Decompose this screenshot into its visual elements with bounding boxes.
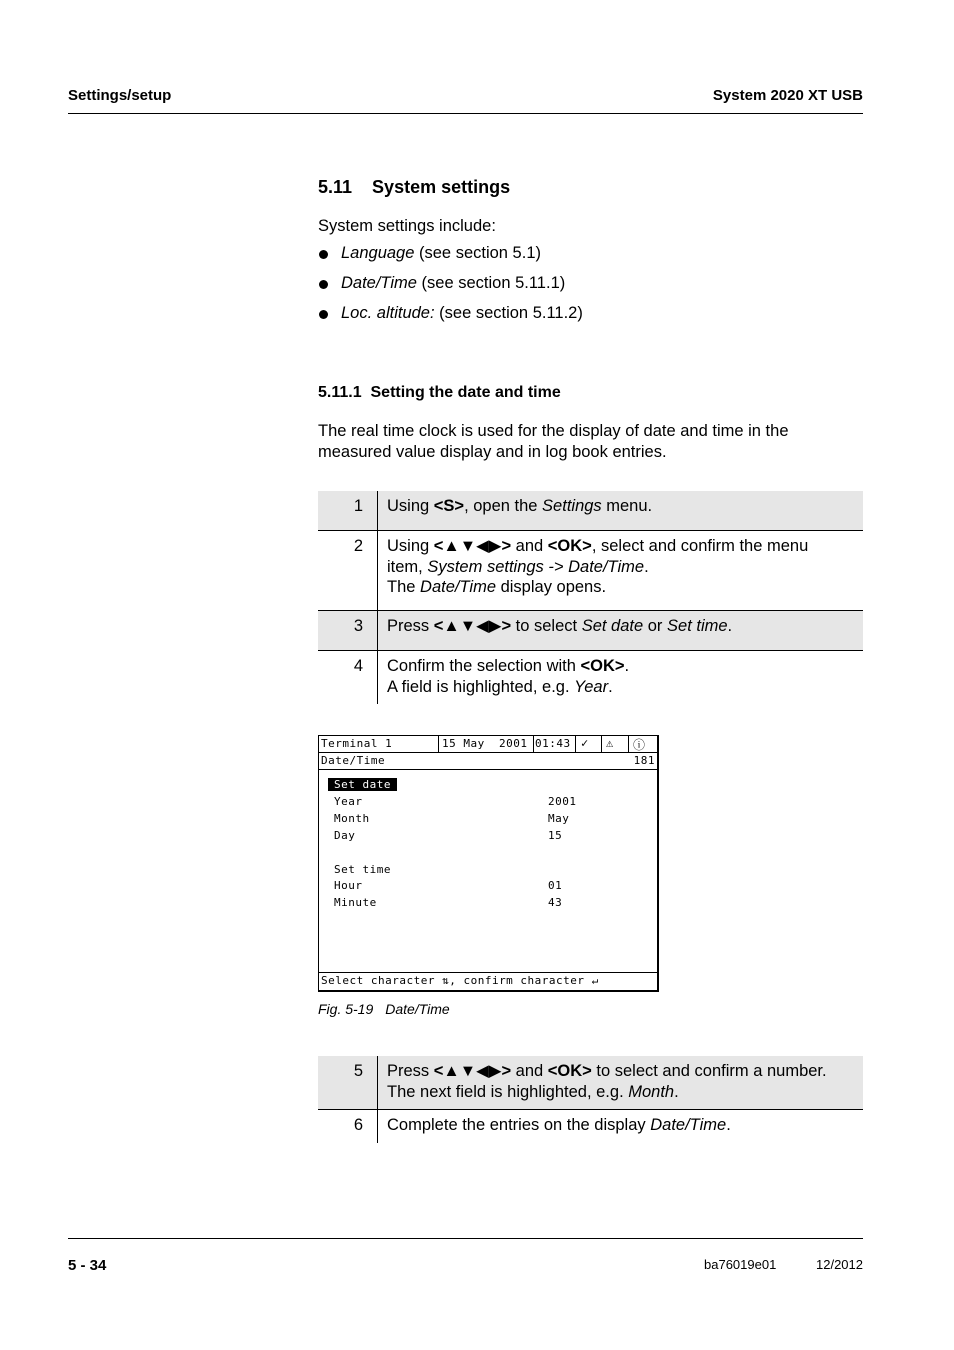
section-intro: System settings include: [318, 217, 496, 235]
step-number: 3 [318, 611, 378, 651]
step-row [318, 1110, 863, 1144]
lcd-year-label: Year [334, 795, 363, 808]
section-title: System settings [372, 177, 511, 197]
bullet-icon [319, 280, 328, 289]
section-heading [318, 177, 510, 198]
step-number: 5 [318, 1056, 378, 1110]
step-row [318, 611, 863, 651]
section-number: 5.11 [318, 177, 353, 197]
lcd-divider [319, 752, 657, 753]
lcd-divider [628, 736, 629, 752]
lcd-date: 15 May 2001 [442, 737, 528, 750]
step-row [318, 651, 863, 705]
lcd-day-label: Day [334, 829, 356, 842]
step-text: Confirm the selection with <OK>. A field is highlighted, e.g. Year. [387, 657, 630, 696]
lcd-hour-label: Hour [334, 879, 363, 892]
lcd-set-date[interactable]: Set date [328, 778, 397, 791]
lcd-status-line: Select character ⇅, confirm character ↵ [321, 974, 599, 987]
lcd-divider [533, 736, 534, 752]
lcd-minute-value[interactable]: 43 [548, 896, 563, 909]
step-row [318, 1056, 863, 1110]
step-number: 2 [318, 531, 378, 611]
device-display [318, 735, 659, 992]
figure-caption: Fig. 5-19 Date/Time [318, 1001, 450, 1017]
lcd-screen-code: 181 [633, 754, 655, 767]
lcd-screen-title: Date/Time [321, 754, 386, 767]
step-row [318, 491, 863, 531]
lcd-divider [319, 972, 657, 973]
bullet-item: Loc. altitude: (see section 5.11.2) [341, 304, 583, 322]
document-date: 12/2012 [816, 1257, 863, 1272]
step-text: Press <▲▼◀▶> and <OK> to select and confirm a number. The next field is highlighted, e.g. Month. [378, 1056, 864, 1110]
steps-table [318, 491, 863, 704]
document-id: ba76019e01 [704, 1257, 777, 1272]
step-text: Using <▲▼◀▶> and <OK>, select and confirm the menu item, System settings -> Date/Time. The Date/Time display opens. [387, 537, 809, 596]
lcd-set-time[interactable]: Set time [334, 863, 391, 876]
bullet-icon [319, 250, 328, 259]
running-header-left: Settings/setup [68, 87, 172, 104]
lcd-divider [601, 736, 602, 752]
running-header-right: System 2020 XT USB [712, 87, 863, 104]
lcd-minute-label: Minute [334, 896, 377, 909]
lock-icon: ✓ [581, 736, 589, 750]
step-number: 6 [318, 1110, 378, 1144]
subsection-heading: 5.11.1 Setting the date and time [318, 384, 561, 401]
step-row [318, 531, 863, 611]
footer-rule [68, 1238, 863, 1239]
lcd-day-value[interactable]: 15 [548, 829, 563, 842]
header-rule [68, 113, 863, 114]
warning-icon: ⚠ [606, 736, 614, 750]
step-text: Press <▲▼◀▶> to select Set date or Set time. [378, 611, 864, 651]
lcd-divider [319, 769, 657, 770]
page-number: 5 - 34 [68, 1257, 107, 1274]
lcd-hour-value[interactable]: 01 [548, 879, 563, 892]
steps-table-continued [318, 1056, 863, 1143]
lcd-terminal: Terminal 1 [321, 737, 393, 750]
step-text: Complete the entries on the display Date/Time. [387, 1116, 731, 1134]
step-number: 1 [318, 491, 378, 531]
subsection-paragraph: The real time clock is used for the display of date and time in the measured value display and in log book entries. [318, 422, 789, 461]
lcd-divider [575, 736, 576, 752]
bullet-icon [319, 310, 328, 319]
info-icon: ⓘ [633, 738, 646, 752]
bullet-item: Date/Time (see section 5.11.1) [341, 274, 566, 292]
bullet-item: Language (see section 5.1) [341, 244, 541, 262]
lcd-divider [438, 736, 439, 752]
lcd-month-value[interactable]: May [548, 812, 570, 825]
lcd-year-value[interactable]: 2001 [548, 795, 577, 808]
step-number: 4 [318, 651, 378, 705]
lcd-time: 01:43 [535, 737, 571, 750]
step-text: Using <S>, open the Settings menu. [378, 491, 864, 531]
lcd-month-label: Month [334, 812, 370, 825]
